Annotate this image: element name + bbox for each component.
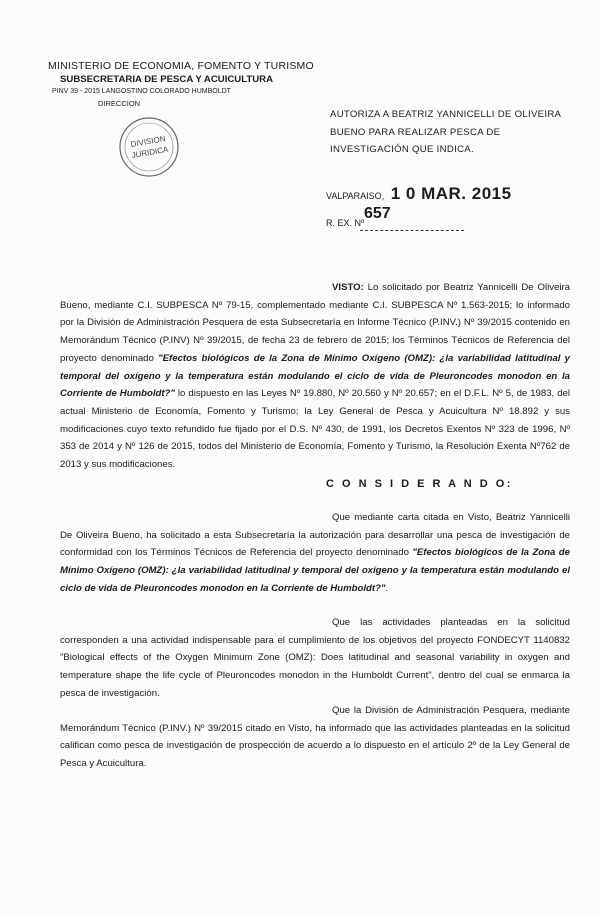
visto-project-title: "Efectos biológicos de la Zona de Mínimo Oxígeno (OMZ): ¿la variabilidad latitudinal y temporal del oxígeno y la temperatura están modulando el ciclo de vida de Pleuroncodes monodon en la Corriente de Humboldt?" bbox=[60, 352, 571, 400]
resolution-number-line bbox=[326, 205, 506, 228]
subsecretaria-name: SUBSECRETARIA DE PESCA Y ACUICULTURA bbox=[60, 74, 274, 85]
considerando-1-text-1: Que mediante carta citada en Visto, Beatriz Yannicelli De Oliveira Bueno, ha solicitado a esta Subsecretaría la autorización para desarrollar una pesca de investigación de conformidad con los Términos Técnicos de Referencia del proyecto denominado bbox=[60, 512, 570, 559]
visto-text-1: Lo solicitado por Beatriz Yannicelli De Oliveira Bueno, mediante C.I. SUBPESCA Nº 79-15, complementado mediante C.I. SUBPESCA Nº 1.563-2015; lo informado por la División de Administración Pesquera de esta Subsecretaría en Informe Técnico (P.INV.) Nº 39/2015 contenido en Memorándum Técnico (P.INV) Nº 39/2015, de fecha 23 de febrero de 2015; los Términos Técnicos de Referencia del proyecto denominado bbox=[60, 282, 570, 364]
date-place: VALPARAISO, bbox=[326, 191, 385, 201]
considerando-heading: C O N S I D E R A N D O: bbox=[326, 478, 513, 490]
date-line bbox=[326, 184, 512, 204]
ministry-name: MINISTERIO DE ECONOMIA, FOMENTO Y TURISMO bbox=[48, 60, 314, 72]
file-reference: PINV 39 - 2015 LANGOSTINO COLORADO HUMBOLDT bbox=[52, 88, 231, 95]
visto-paragraph bbox=[60, 279, 570, 474]
considerando-paragraph-2 bbox=[60, 614, 570, 703]
resolution-subject: AUTORIZA A BEATRIZ YANNICELLI DE OLIVEIRA BUENO PARA REALIZAR PESCA DE INVESTIGACIÓN QUE INDICA. bbox=[330, 109, 561, 155]
rex-underline bbox=[360, 230, 464, 231]
considerando-paragraph-3 bbox=[60, 702, 570, 773]
visto-label: VISTO: bbox=[332, 282, 364, 293]
date-stamp: 1 0 MAR. 2015 bbox=[390, 184, 512, 203]
considerando-paragraph-1 bbox=[60, 509, 570, 598]
stamp-text-2: JURIDICA bbox=[131, 144, 169, 161]
considerando-2-text: Que las actividades planteadas en la solicitud corresponden a una actividad indispensable para el cumplimiento de los objetivos del proyecto FONDECYT 1140832 "Biological effects of the Oxygen Minimum Zone (OMZ): Does latitudinal and seasonal variability in oxygen and temperature shape the life cycle of Pleuroncodes monodon in the Humboldt Current", dentro del cual se enmarca la pesca de investigación. bbox=[60, 617, 570, 699]
division-juridica-stamp bbox=[117, 115, 181, 179]
file-reference-2: DIRECCION bbox=[98, 99, 141, 108]
rex-label: R. EX. Nº bbox=[326, 218, 365, 228]
considerando-3-text: Que la División de Administración Pesquera, mediante Memorándum Técnico (P.INV.) Nº 39/2015 citado en Visto, ha informado que las actividades planteadas en la solicitud califican como pesca de investigación de prospección de acuerdo a lo dispuesto en el artículo 2º de la Ley General de Pesca y Acuicultura. bbox=[60, 705, 570, 770]
considerando-1-text-2: . bbox=[385, 582, 389, 594]
considerando-1-project-title: "Efectos biológicos de la Zona de Mínimo Oxígeno (OMZ): ¿la variabilidad latitudinal y temporal del oxígeno y la temperatura están modulando el ciclo de vida de Pleuroncodes monodon en la Corriente de Humboldt?" bbox=[60, 547, 570, 594]
visto-text-2: lo dispuesto en las Leyes Nº 19.880, Nº 20.560 y Nº 20.657; en el D.F.L. Nº 5, de 1983, del actual Ministerio de Economía, Fomento y Turismo; la Ley General de Pesca y Acuicultura Nº 18.892 y sus modificaciones cuyo texto refundido fue fijado por el D.S. Nº 430, de 1991, los Decretos Exentos Nº 323 de 1996, Nº 353 de 2014 y Nº 126 de 2015, todos del Ministerio de Economía, Fomento y Turismo, la Resolución Exenta Nº762 de 2013 y sus modificaciones. bbox=[60, 388, 570, 471]
stamp-text-1: DIVISION bbox=[129, 134, 167, 150]
rex-number: 657 bbox=[364, 205, 391, 222]
